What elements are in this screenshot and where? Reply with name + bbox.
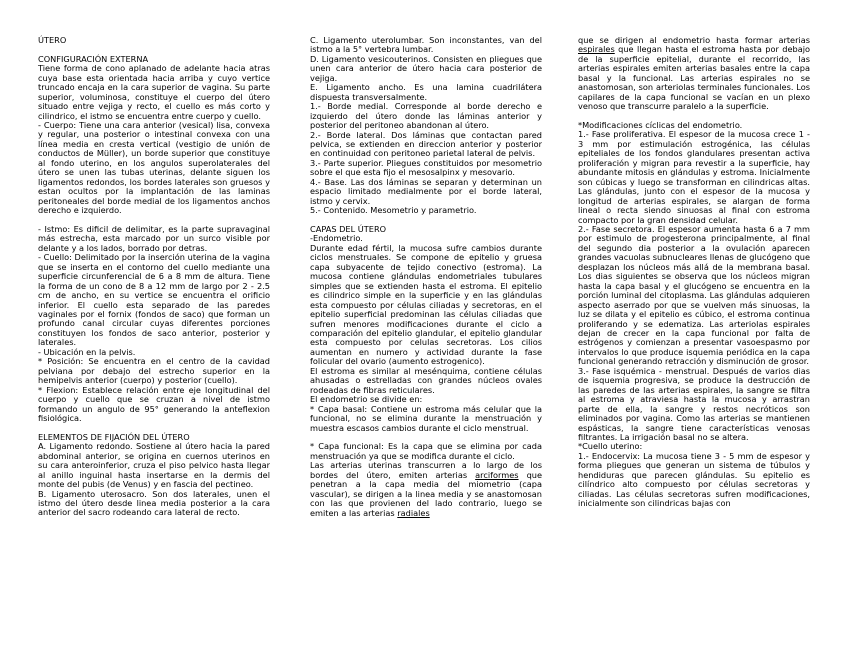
paragraph: 1.- Fase proliferativa. El espesor de la mucosa crece 1 - 3 mm por estimulación estrogénica, las células epiteliales de los fondos glandulares presentan activa proliferación y migran para revestir a la superficie, hay abundante mitosis en glándulas y estroma. Inicialmente son cúbicas y luego se transforman en cilindricas altas. Las glándulas, junto con el espesor de la mucosa y longitud de arterias espirales, se alargan de forma lineal o recta siendo sinuosas al final con estroma compacto por la gran densidad celular. (578, 129, 810, 225)
column-middle (310, 36, 542, 518)
paragraph: El estroma es similar al mesénquima, contiene células ahusadas o estrelladas con grandes núcleos ovales rodeadas de fibras reticulares. (310, 365, 542, 395)
paragraph: B. Ligamento uterosacro. Son dos laterales, unen el istmo del útero desde linea media posterior a la cara anterior del sacro rodeando cara lateral de recto. (38, 488, 270, 518)
paragraph: 2.- Fase secretora. El espesor aumenta hasta 6 a 7 mm por estimulo de progesterona principalmente, al final del segundo dia posterior a la ovulación aparecen grandes vacuolas subnucleares llenas de glucógeno que desplazan los núcleos más allá de la membrana basal. Los dias siguientes se observa que los núcleos migran hasta la capa basal y el glucógeno se encuentra en la porción luminal del citoplasma. Las glándulas adquieren aspecto aserrado por que se vuelven más sinuosas, la luz se dilata y el epitelio es cúbico, el estroma continua proliferando y se edematiza. Las arteriolas espirales dejan de crecer en la capa funcional por falta de estrógenos y comienzan a presentar vasoespasmo por intervalos lo que produce isquemia periódica en la capa funcional generando retracción y disminución de grosor. (578, 224, 810, 367)
paragraph: 3.- Fase isquémica - menstrual. Después de varios dias de isquemia progresiva, se produce la destrucción de las paredes de las arterias espirales, la sangre se filtra al estroma y atraviesa hasta la mucosa y arrastran parte de ella, la sangre y restos necróticos son eliminados por vagina. Como las arterias se mantienen espásticas, la sangre tiene características venosas filtrantes. La irrigación basal no se altera. (578, 365, 810, 442)
underlined-term: radiales (397, 507, 430, 518)
text-run: Las arterias uterinas transcurren a lo largo de los bordes del útero, emiten arterias (310, 460, 542, 480)
text-run: que llegan hasta el estroma hasta por debajo de la superficie epitelial, durante el recorrido, las arterias espirales emiten arterias basales entre la capa basal y la funcional. Las arterias espirales no se anastomosan, son arteriolas terminales funcionales. Los capilares de la capa funcional se vacían en un plexo venoso que transcurre paralelo a la superficie. (578, 44, 810, 112)
paragraph: 2.- Borde lateral. Dos láminas que contactan pared pelvica, se extienden en direccion anterior y posterior en continuidad con peritoneo parietal lateral de pelvis. (310, 129, 542, 159)
paragraph: - Ubicación en la pelvis. (38, 346, 136, 357)
paragraph: * Flexion: Establece relación entre eje longitudinal del cuerpo y cuello que se cruzan a nivel de istmo formando un angulo de 95° generando la anteflexion fisiológica. (38, 384, 270, 423)
paragraph: * Capa basal: Contiene un estroma más celular que la funcional, no se elimina durante la menstruación y muestra escasos cambios durante el ciclo menstrual. (310, 403, 542, 433)
paragraph: C. Ligamento uterolumbar. Son inconstantes, van del istmo a la 5° vertebra lumbar. (310, 35, 542, 55)
paragraph: ELEMENTOS DE FIJACIÓN DEL ÚTERO (38, 431, 190, 442)
paragraph: - Cuerpo: Tiene una cara anterior (vesical) lisa, convexa y regular, una posterior o intestinal convexa con una línea media en cresta vertical (vestigio de unión de conductos de Müller), un borde superior que constituye al fondo uterino, en los angulos superolaterales del útero se unen las tubas uterinas, delante siguen los ligamentos redondos, los bordes laterales son gruesos y estan ocultos por la implantación de las laminas peritoneales del borde medial de los ligamentos anchos derecho e izquierdo. (38, 120, 270, 216)
paragraph: E. Ligamento ancho. Es una lamina cuadrilátera dispuesta transversalmente. (310, 82, 542, 102)
paragraph: * Posición: Se encuentra en el centro de la cavidad pelviana por debajo del estrecho superior en la hemipelvis anterior (cuerpo) y posterior (cuello). (38, 356, 270, 386)
paragraph: A. Ligamento redondo. Sostiene al útero hacia la pared abdominal anterior, se origina en cuernos uterinos en su cara anteroinferior, cruza el piso pelvico hasta llegar al anillo inguinal hasta insertarse en la dermis del monte del pubis (de Venus) y en fascia del pectineo. (38, 441, 270, 490)
paragraph: ÚTERO (38, 35, 67, 45)
underlined-term: espirales (578, 44, 615, 55)
paragraph: 1.- Borde medial. Corresponde al borde derecho e izquierdo del útero donde las láminas anterior y posterior del peritoneo abandonan al útero. (310, 101, 542, 131)
column-left (38, 36, 270, 518)
paragraph: 5.- Contenido. Mesometrio y parametrio. (310, 205, 477, 216)
paragraph: *Modificaciones cíclicas del endometrio. (578, 120, 743, 131)
paragraph: - Istmo: Es dificil de delimitar, es la parte supravaginal más estrecha, esta marcado por un surco visible por delante y a los lados, borrado por detras. (38, 223, 270, 253)
paragraph: 3.- Parte superior. Pliegues constituidos por mesometrio sobre el que esta fijo el mesosalpinx y mesovario. (310, 157, 542, 178)
paragraph: CAPAS DEL ÚTERO (310, 224, 387, 234)
paragraph: -Endometrio. (310, 233, 363, 244)
paragraph: CONFIGURACIÓN EXTERNA (38, 53, 149, 64)
paragraph: Tiene forma de cono aplanado de adelante hacia atras cuya base esta orientada hacia arriba y cuyo vertice truncado encaja en la cara superior de vagina. Su parte superior, voluminosa, constituye el cuerpo del útero situado entre vejiga y recto, el cuello es más corto y cilindrico, el istmo se encuentra entre cuerpo y cuello. (38, 63, 270, 121)
paragraph: *Cuello uterino: (578, 441, 643, 452)
paragraph: D. Ligamento vesicouterinos. Consisten en pliegues que unen cara anterior de útero hacia cara posterior de vejiga. (310, 53, 542, 83)
paragraph: - Cuello: Delimitado por la inserción uterina de la vagina que se inserta en el contorno del cuello mediante una superficie circunferencial de 6 a 8 mm de altura. Tiene la forma de un cono de 8 a 12 mm de largo por 2 - 2.5 cm de ancho, en su vertice se encuentra el orificio inferior. El cuello esta separado de las paredes vaginales por el fornix (fondos de saco) que forman un profundo canal circular cuyas diferentes porciones constituyen los fondos de saco anterior, posterior y laterales. (38, 252, 270, 348)
text-run: que se dirigen al endometrio hasta formar arterias (578, 35, 810, 45)
underlined-term: arciformes (475, 469, 519, 480)
paragraph: 1.- Endocervix: La mucosa tiene 3 - 5 mm de espesor y forma pliegues que generan un sistema de túbulos y hendiduras que parecen glándulas. Su epitelio es cilíndrico alto compuesto por células secretoras y ciliadas. Las células secretoras sufren modificaciones, inicialmente son cilindricas bajas con (578, 450, 810, 509)
paragraph (578, 36, 810, 112)
paragraph: El endometrio se divide en: (310, 394, 423, 405)
paragraph (310, 461, 542, 518)
column-right (578, 36, 810, 509)
paragraph: Durante edad fértil, la mucosa sufre cambios durante ciclos menstruales. Se compone de epitelio y gruesa capa subyacente de tejido conectivo (estroma). La mucosa contiene glándulas endometriales tubulares simples que se extienden hasta el estroma. El epitelio es cilindrico simple en la superficie y en las glándulas esta compuesto por células ciliadas y secretoras, en el epitelio superficial predominan las células ciliadas que sufren menores modificaciones durante el ciclo a comparación del epitelio glandular, el epitelio glandular esta compuesto por celulas secretoras. Los cilios aumentan en numero y actividad durante la fase folicular del ovario (aumento estrogenico). (310, 242, 542, 367)
paragraph: * Capa funcional: Es la capa que se elimina por cada menstruación ya que se modifica durante el ciclo. (310, 441, 542, 461)
text-run: que penetran a la capa media del miometrio (capa vascular), se dirigen a la linea media y se anastomosan con las que provienen del lado contrario, luego se emiten a las arterias (310, 469, 542, 518)
paragraph: 4.- Base. Las dos láminas se separan y determinan un espacio limitado medialmente por el borde lateral, istmo y cervix. (310, 176, 542, 206)
